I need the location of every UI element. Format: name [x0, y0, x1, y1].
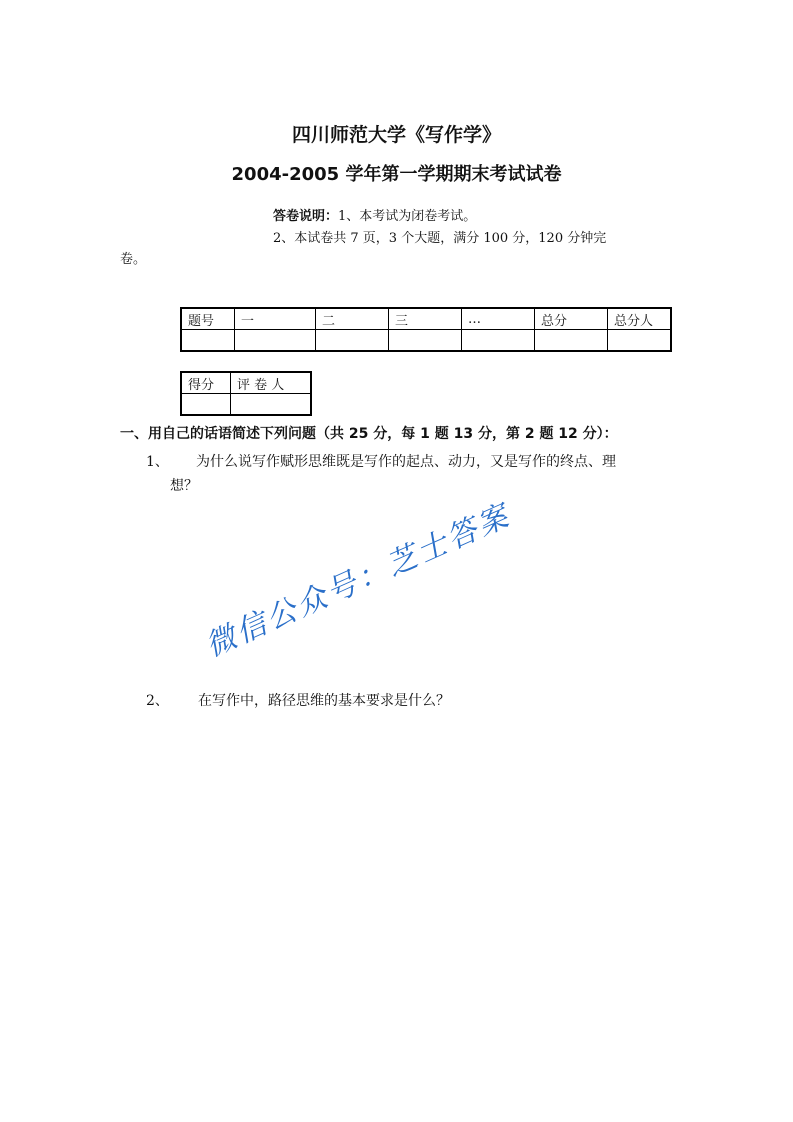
grader-header: 得分	[181, 372, 231, 394]
watermark: 微信公众号：芝士答案	[200, 497, 517, 665]
grader-header: 评 卷 人	[231, 372, 312, 394]
score-header: 题号	[181, 308, 235, 330]
instructions-label: 答卷说明：	[273, 209, 339, 224]
score-cell[interactable]	[608, 330, 672, 352]
score-header: 三	[389, 308, 462, 330]
instructions-line2: 2、本试卷共 7 页，3 个大题，满分 100 分，120 分钟完	[273, 231, 607, 246]
grader-cell[interactable]	[181, 394, 231, 416]
score-cell[interactable]	[462, 330, 535, 352]
score-cell[interactable]	[389, 330, 462, 352]
instructions-line1	[273, 205, 476, 224]
question-number: 2、	[146, 693, 169, 709]
score-header: …	[462, 308, 535, 330]
question-text-cont: 想？	[170, 478, 198, 494]
instructions-text1: 1、本考试为闭卷考试。	[338, 209, 477, 224]
score-header: 总分	[535, 308, 608, 330]
section-heading: 一、用自己的话语简述下列问题（共 25 分，每 1 题 13 分，第 2 题 12 分）：	[120, 426, 618, 442]
score-cell[interactable]	[235, 330, 316, 352]
score-table	[180, 307, 672, 352]
page-subtitle: 2004-2005 学年第一学期期末考试试卷	[231, 164, 562, 185]
question-number: 1、	[146, 454, 169, 470]
instructions-line3: 卷。	[120, 252, 147, 267]
page-title: 四川师范大学《写作学》	[291, 124, 501, 146]
score-header: 二	[316, 308, 389, 330]
score-cell[interactable]	[181, 330, 235, 352]
question-text: 在写作中，路径思维的基本要求是什么？	[198, 693, 450, 709]
score-header: 一	[235, 308, 316, 330]
score-header: 总分人	[608, 308, 672, 330]
grader-table	[180, 371, 312, 416]
question-text: 为什么说写作赋形思维既是写作的起点、动力，又是写作的终点、理	[196, 454, 616, 470]
score-cell[interactable]	[316, 330, 389, 352]
score-cell[interactable]	[535, 330, 608, 352]
grader-cell[interactable]	[231, 394, 312, 416]
